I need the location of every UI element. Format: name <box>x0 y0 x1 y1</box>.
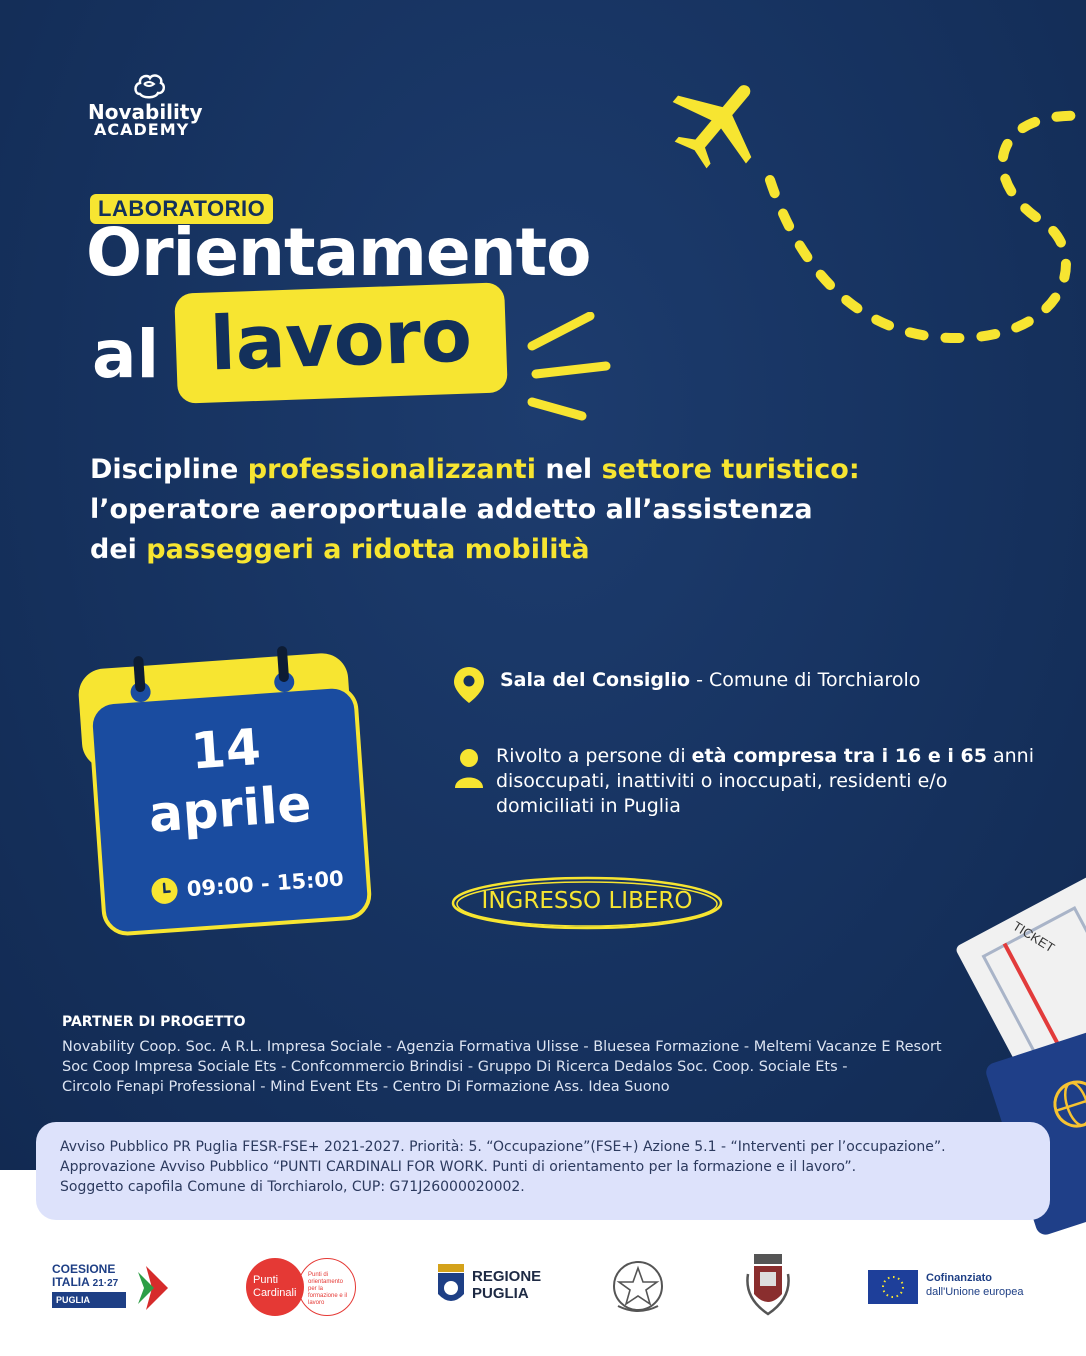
brand-line1: Novability <box>88 100 203 124</box>
novability-logo <box>84 72 214 142</box>
regione-shield-icon <box>436 1264 466 1308</box>
event-audience: Rivolto a persone di età compresa tra i 16 e i 65 anni disoccupati, inattiviti o inoccupati, residenti e/o domiciliati in Puglia <box>496 745 1034 817</box>
partners-title: PARTNER DI PROGETTO <box>62 1014 246 1030</box>
title-line1: Orientamento <box>86 214 591 291</box>
calendar-card <box>76 640 386 950</box>
subtitle-line1: Discipline professionalizzanti nel settore turistico: <box>90 454 860 485</box>
regione-puglia-logo: REGIONE PUGLIA <box>436 1262 546 1314</box>
partners-list: Novability Coop. Soc. A R.L. Impresa Sociale - Agenzia Formativa Ulisse - Bluesea Formazione - Meltemi Vacanze E Resort Soc Coop Impresa Sociale Ets - Confcommercio Brindisi - Gruppo Di Ricerca Dedalos Soc. Coop. Sociale Ets - Circolo Fenapi Professional - Mind Event Ets - Centro Di Formazione Ass. Idea Suono <box>62 1039 942 1095</box>
eu-cofinanced-logo: Cofinanziato dall'Unione europea <box>868 1270 1048 1306</box>
dotted-flight-path <box>740 100 1086 360</box>
torchiarolo-crest-icon <box>742 1254 794 1320</box>
coesione-italia-logo: COESIONE ITALIA 21·27 PUGLIA <box>52 1262 172 1312</box>
person-icon <box>453 748 485 790</box>
event-location: Sala del Consiglio - Comune di Torchiarolo <box>500 669 921 691</box>
ticket-label: TICKET <box>1010 918 1058 956</box>
title-lavoro: lavoro <box>208 292 474 388</box>
event-time: 09:00 - 15:00 <box>186 866 345 902</box>
emphasis-strokes-icon <box>524 312 614 422</box>
lavoro-highlight <box>174 282 508 403</box>
clock-icon <box>150 876 180 906</box>
eu-flag-icon <box>868 1270 918 1304</box>
punti-cardinali-logo: Punti Cardinali Punti di orientamento per la formazione e il lavoro <box>246 1258 360 1316</box>
free-entry-badge <box>450 874 724 932</box>
free-entry-label: INGRESSO LIBERO <box>481 888 693 914</box>
coesione-arrows-icon <box>124 1266 170 1310</box>
laboratorio-tag: LABORATORIO <box>90 194 273 224</box>
brain-icon <box>132 72 166 100</box>
title-al: al <box>92 316 160 393</box>
brand-line2: ACADEMY <box>94 120 190 139</box>
subtitle <box>90 450 990 570</box>
event-day: 14 <box>189 717 263 781</box>
subtitle-line2: l’operatore aeroportuale addetto all’assistenza <box>90 494 813 525</box>
subtitle-line3: dei passeggeri a ridotta mobilità <box>90 534 590 565</box>
calendar-hook-right <box>277 646 289 683</box>
event-month: aprile <box>146 774 313 844</box>
location-pin-icon <box>452 666 486 704</box>
funding-notice: Avviso Pubblico PR Puglia FESR-FSE+ 2021-2027. Priorità: 5. “Occupazione”(FSE+) Azione 5.1 - “Interventi per l’occupazione”. Approvazione Avviso Pubblico “PUNTI CARDINALI FOR WORK. Punti di orientamento per la formazione e il lavoro”. Soggetto capofila Comune di Torchiarolo, CUP: G71J26000020002. <box>36 1122 1050 1220</box>
italian-republic-emblem-icon <box>610 1258 666 1316</box>
calendar-hook-left <box>133 656 145 693</box>
